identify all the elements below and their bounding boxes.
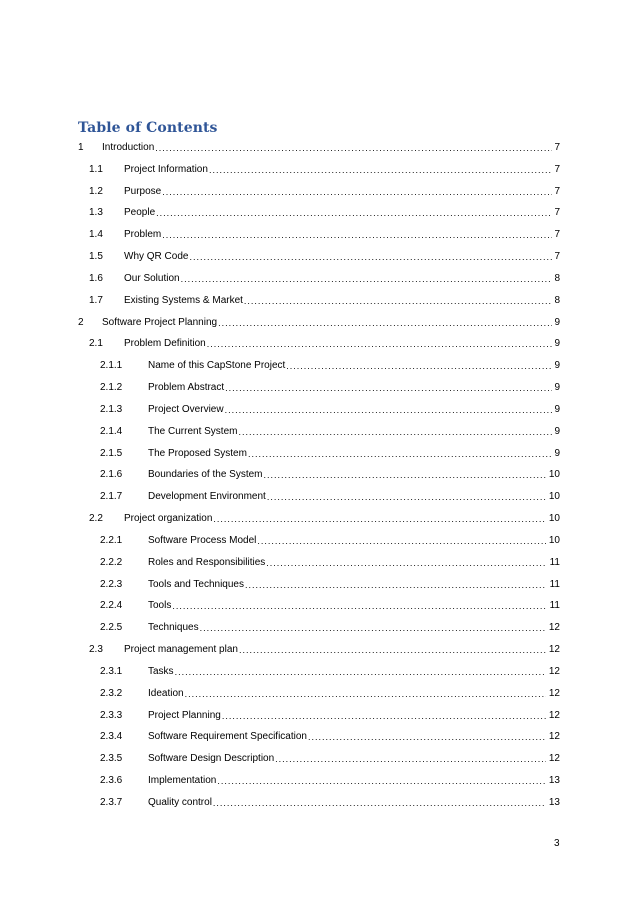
toc-entry-label: Software Design Description	[148, 753, 275, 765]
toc-entry-number: 2.3.5	[100, 753, 123, 765]
toc-entry-label: Problem	[124, 229, 162, 241]
toc-entry-label: Problem Definition	[124, 338, 206, 350]
toc-entry-number: 2.3.7	[100, 796, 123, 808]
toc-entry-number: 2.2.1	[100, 534, 123, 546]
toc-entry[interactable]	[0, 249, 560, 263]
toc-entry[interactable]	[0, 511, 560, 525]
dot-leader	[263, 469, 546, 481]
toc-entry[interactable]	[0, 773, 560, 787]
toc-entry[interactable]	[0, 729, 560, 743]
dot-leader	[216, 775, 546, 787]
toc-entry-number: 2.1.6	[100, 469, 123, 481]
dot-leader	[188, 251, 552, 263]
toc-entry-page: 9	[554, 360, 560, 372]
toc-entry-number: 2.1.2	[100, 382, 123, 394]
dot-leader	[199, 622, 546, 634]
toc-entry-page: 7	[554, 251, 560, 263]
toc-entry-page: 9	[554, 382, 560, 394]
toc-entry-label: Project management plan	[124, 644, 238, 656]
toc-entry-label: Roles and Responsibilities	[148, 556, 266, 568]
dot-leader	[274, 753, 546, 765]
toc-entry[interactable]	[0, 402, 560, 416]
toc-entry-number: 2.1	[89, 338, 103, 350]
toc-entry-label: Software Process Model	[148, 534, 257, 546]
toc-entry-number: 2.3.1	[100, 665, 123, 677]
toc-entry-number: 2.2	[89, 513, 103, 525]
toc-entry[interactable]	[0, 293, 560, 307]
toc-entry-page: 8	[554, 294, 560, 306]
toc-entry-label: Software Requirement Specification	[148, 731, 307, 743]
toc-entry-page: 9	[554, 425, 560, 437]
toc-entry[interactable]	[0, 424, 560, 438]
toc-entry-page: 10	[548, 469, 560, 481]
dot-leader	[155, 207, 552, 219]
toc-entry[interactable]	[0, 489, 560, 503]
toc-entry-page: 10	[548, 534, 560, 546]
toc-entry-label: Existing Systems & Market	[124, 294, 243, 306]
toc-entry-number: 1.4	[89, 229, 103, 241]
toc-entry-page: 7	[554, 163, 560, 175]
toc-entry-label: The Current System	[148, 425, 238, 437]
toc-entry[interactable]	[0, 620, 560, 634]
toc-entry[interactable]	[0, 162, 560, 176]
dot-leader	[212, 513, 546, 525]
toc-entry-page: 12	[548, 622, 560, 634]
toc-entry-number: 1.1	[89, 163, 103, 175]
toc-entry-label: People	[124, 207, 156, 219]
toc-entry[interactable]	[0, 184, 560, 198]
page-number: 3	[554, 838, 560, 849]
toc-entry-number: 2.1.7	[100, 491, 123, 503]
toc-entry-page: 9	[554, 447, 560, 459]
toc-entry-page: 12	[548, 709, 560, 721]
toc-entry[interactable]	[0, 315, 560, 329]
toc-entry-label: Why QR Code	[124, 251, 189, 263]
toc-entry-label: Implementation	[148, 775, 217, 787]
toc-entry-number: 2.2.4	[100, 600, 123, 612]
toc-entry-number: 2.3.2	[100, 687, 123, 699]
dot-leader	[224, 382, 552, 394]
dot-leader	[224, 404, 552, 416]
toc-entry-label: Ideation	[148, 687, 184, 699]
toc-entry[interactable]	[0, 598, 560, 612]
toc-entry-label: Tools and Techniques	[148, 578, 244, 590]
toc-entry-page: 12	[548, 753, 560, 765]
dot-leader	[184, 688, 546, 700]
toc-entry[interactable]	[0, 533, 560, 547]
toc-entry-page: 12	[548, 731, 560, 743]
toc-entry-label: Boundaries of the System	[148, 469, 263, 481]
toc-entry-label: Tasks	[148, 665, 174, 677]
toc-entry-label: Development Environment	[148, 491, 266, 503]
dot-leader	[247, 448, 552, 460]
toc-entry-page: 13	[548, 775, 560, 787]
dot-leader	[307, 731, 546, 743]
dot-leader	[212, 797, 546, 809]
toc-entry-number: 1.2	[89, 185, 103, 197]
toc-entry-page: 12	[548, 687, 560, 699]
dot-leader	[180, 273, 552, 285]
toc-entry-label: Our Solution	[124, 272, 180, 284]
toc-entry-number: 2.3.4	[100, 731, 123, 743]
toc-entry-label: Name of this CapStone Project	[148, 360, 286, 372]
toc-entry-label: Project organization	[124, 513, 213, 525]
toc-entry-label: Quality control	[148, 796, 212, 808]
dot-leader	[208, 164, 552, 176]
toc-entry[interactable]	[0, 271, 560, 285]
toc-entry-number: 2.1.1	[100, 360, 123, 372]
toc-entry-page: 9	[554, 316, 560, 328]
dot-leader	[243, 295, 552, 307]
dot-leader	[238, 644, 546, 656]
toc-entry[interactable]	[0, 577, 560, 591]
dot-leader	[206, 338, 552, 350]
toc-entry[interactable]	[0, 795, 560, 809]
toc-entry-label: Problem Abstract	[148, 382, 225, 394]
dot-leader	[285, 360, 552, 372]
toc-entry[interactable]	[0, 467, 560, 481]
toc-entry[interactable]	[0, 336, 560, 350]
toc-entry-number: 1.7	[89, 294, 103, 306]
toc-entry-page: 7	[554, 142, 560, 153]
toc-entry[interactable]	[0, 205, 560, 219]
dot-leader	[217, 317, 552, 329]
toc-entry[interactable]	[0, 555, 560, 569]
toc-entry-label: Introduction	[102, 142, 155, 153]
toc-entry-page: 7	[554, 207, 560, 219]
toc-entry-label: Techniques	[148, 622, 199, 634]
dot-leader	[174, 666, 546, 678]
toc-entry-page: 11	[549, 578, 560, 590]
toc-entry-page: 10	[548, 513, 560, 525]
toc-entry[interactable]	[0, 380, 560, 394]
toc-entry[interactable]	[0, 358, 560, 372]
toc-entry-label: Project Information	[124, 163, 208, 175]
toc-entry-page: 11	[549, 600, 560, 612]
toc-entry-label: Tools	[148, 600, 172, 612]
toc-entry-page: 12	[548, 665, 560, 677]
dot-leader	[161, 186, 552, 198]
dot-leader	[244, 579, 546, 591]
toc-entry[interactable]	[0, 751, 560, 765]
dot-leader	[237, 426, 552, 438]
dot-leader	[171, 600, 546, 612]
toc-entry-number: 2.1.3	[100, 403, 123, 415]
toc-entry[interactable]	[0, 708, 560, 722]
toc-entry[interactable]	[0, 227, 560, 241]
toc-entry-number: 2.1.5	[100, 447, 123, 459]
toc-entry-page: 8	[554, 272, 560, 284]
toc-entry-page: 10	[548, 491, 560, 503]
toc-entry-label: Purpose	[124, 185, 162, 197]
toc-entry-number: 2.3.3	[100, 709, 123, 721]
toc-entry-page: 13	[548, 796, 560, 808]
toc-entry-page: 11	[549, 556, 560, 568]
toc-entry-number: 1.6	[89, 272, 103, 284]
toc-entry-page: 12	[548, 644, 560, 656]
dot-leader	[154, 142, 552, 154]
toc-entry-number: 2.3.6	[100, 775, 123, 787]
toc-entry-number: 1	[78, 142, 84, 153]
toc-entry-page: 9	[554, 338, 560, 350]
toc-entry-page: 9	[554, 403, 560, 415]
toc-entry-number: 2.1.4	[100, 425, 123, 437]
dot-leader	[161, 229, 552, 241]
toc-entry-page: 7	[554, 185, 560, 197]
toc-entry-number: 2	[78, 316, 84, 328]
toc-entry[interactable]	[0, 642, 560, 656]
toc-entry-number: 2.2.3	[100, 578, 123, 590]
dot-leader	[265, 557, 546, 569]
toc-entry-number: 2.3	[89, 644, 103, 656]
toc-entry-number: 2.2.2	[100, 556, 123, 568]
toc-entry-label: The Proposed System	[148, 447, 247, 459]
dot-leader	[256, 535, 546, 547]
toc-entry[interactable]	[0, 664, 560, 678]
toc-entry[interactable]	[0, 446, 560, 460]
toc-entry-label: Software Project Planning	[102, 316, 218, 328]
toc-entry[interactable]	[0, 686, 560, 700]
toc-entry-number: 1.5	[89, 251, 103, 263]
toc-title: Table of Contents	[78, 120, 218, 136]
toc-entry-number: 1.3	[89, 207, 103, 219]
toc-entry-page: 7	[554, 229, 560, 241]
toc-entry-label: Project Overview	[148, 403, 224, 415]
dot-leader	[266, 491, 546, 503]
toc-entry-label: Project Planning	[148, 709, 221, 721]
dot-leader	[221, 710, 546, 722]
toc-entry[interactable]	[0, 140, 560, 154]
toc-entry-number: 2.2.5	[100, 622, 123, 634]
